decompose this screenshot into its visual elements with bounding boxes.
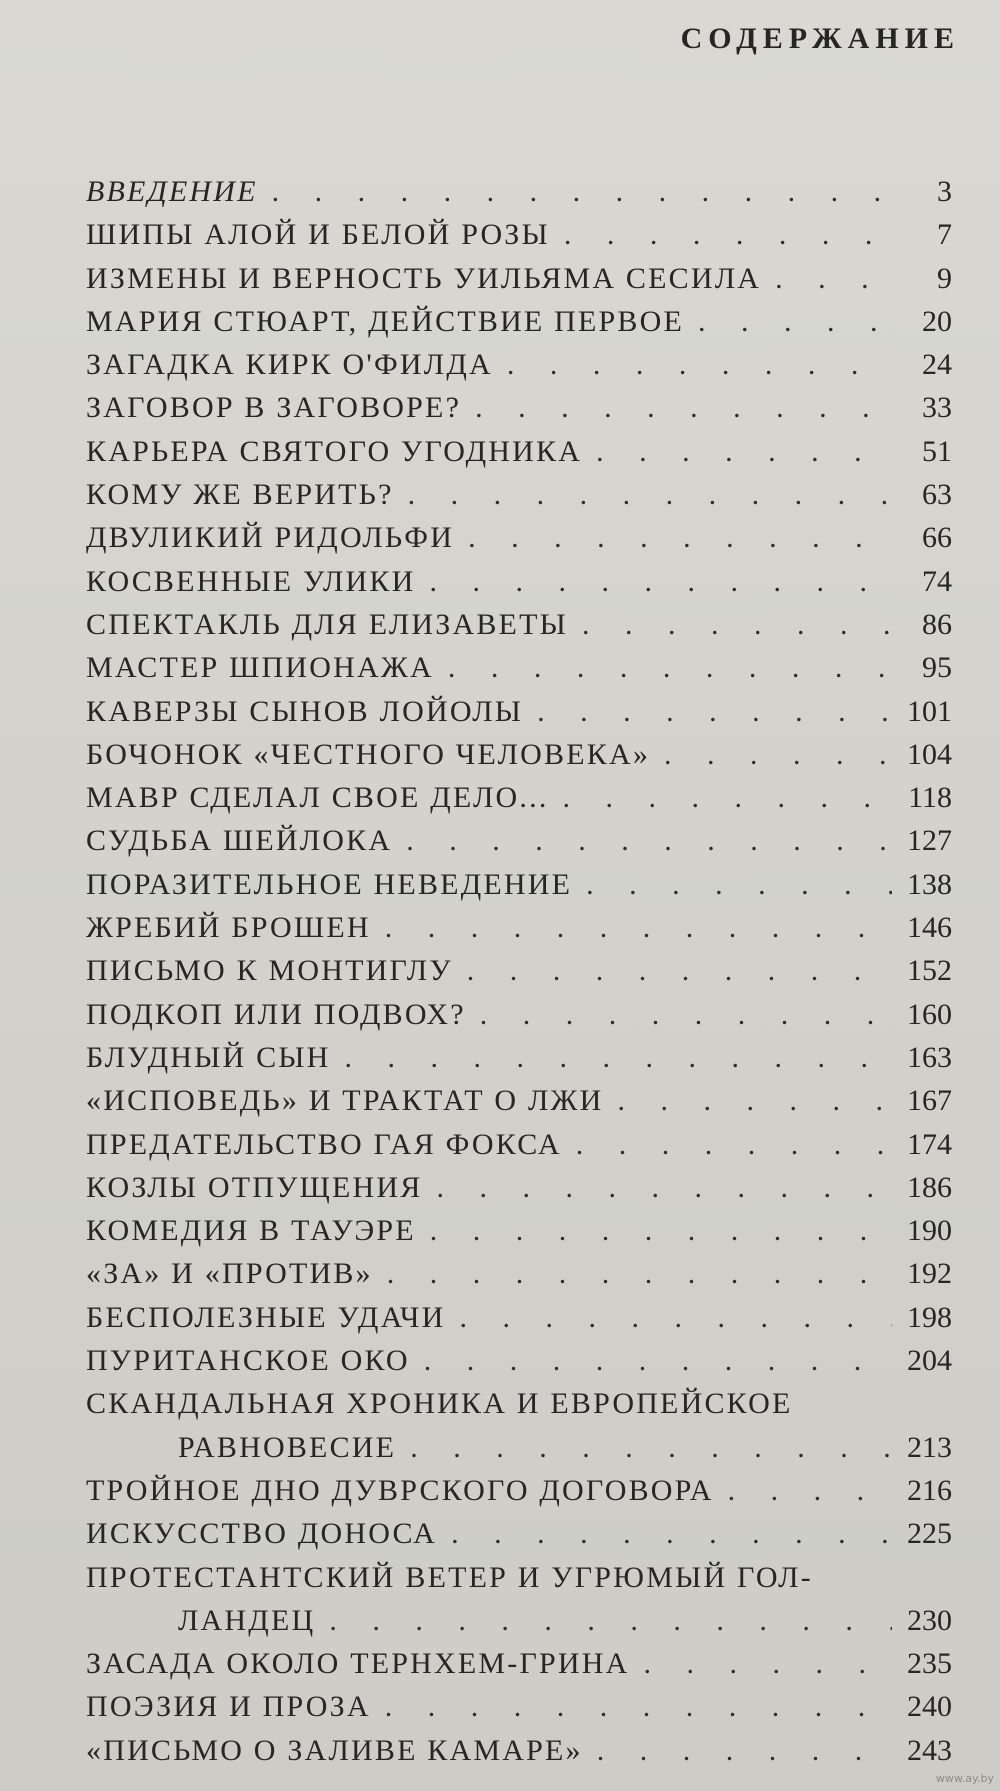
toc-entry: [86, 1685, 952, 1728]
toc-entry: [86, 993, 952, 1036]
toc-leader-dots: [576, 1123, 892, 1166]
toc-entry-title: ЗАГАДКА КИРК О'ФИЛДА: [86, 348, 493, 382]
toc-page-number: 7: [937, 218, 952, 252]
toc-entry: [86, 646, 952, 689]
toc-page-number: 174: [907, 1127, 952, 1161]
toc-page-number: 225: [907, 1517, 952, 1551]
toc-leader-dots: [596, 430, 892, 473]
toc-page-number: 95: [922, 651, 952, 685]
toc-page-number: 192: [907, 1257, 952, 1291]
toc-entry: [86, 213, 952, 256]
toc-entry: [86, 1469, 952, 1512]
toc-page-number: 63: [922, 478, 952, 512]
toc-entry-title: РАВНОВЕСИЕ: [178, 1430, 397, 1464]
toc-entry-title: КОСВЕННЫЕ УЛИКИ: [86, 564, 416, 598]
toc-page-number: 51: [922, 434, 952, 468]
toc-entry: [86, 170, 952, 213]
toc-page-number: 240: [907, 1690, 952, 1724]
toc-leader-dots: [424, 1339, 892, 1382]
toc-entry: [86, 1426, 952, 1469]
toc-page-number: 33: [922, 391, 952, 425]
toc-entry-title: ЗАГОВОР В ЗАГОВОРЕ?: [86, 391, 462, 425]
toc-page-number: 66: [922, 521, 952, 555]
toc-leader-dots: [345, 1036, 892, 1079]
toc-page-number: 198: [907, 1300, 952, 1334]
toc-entry-title: ПРОТЕСТАНТСКИЙ ВЕТЕР И УГРЮМЫЙ ГОЛ-: [86, 1560, 813, 1594]
toc-leader-dots: [664, 733, 892, 776]
toc-entry: [86, 1036, 952, 1079]
toc-leader-dots: [775, 257, 892, 300]
toc-entry-title: БЕСПОЛЕЗНЫЕ УДАЧИ: [86, 1300, 446, 1334]
toc-leader-dots: [475, 386, 892, 429]
toc-page-number: 86: [922, 607, 952, 641]
toc-leader-dots: [408, 473, 892, 516]
toc-entry: [86, 257, 952, 300]
toc-page-number: 213: [907, 1430, 952, 1464]
toc-entry-title: «ЗА» И «ПРОТИВ»: [86, 1257, 373, 1291]
toc-entry-title: КАВЕРЗЫ СЫНОВ ЛОЙОЛЫ: [86, 694, 524, 728]
toc-page-number: 127: [907, 824, 952, 858]
toc-page-number: 235: [907, 1647, 952, 1681]
toc-page-number: 101: [907, 694, 952, 728]
toc-entry-title: ПРЕДАТЕЛЬСТВО ГАЯ ФОКСА: [86, 1127, 562, 1161]
toc-entry: [86, 1729, 952, 1772]
toc-entry: [86, 300, 952, 343]
toc-leader-dots: [728, 1469, 892, 1512]
toc-leader-dots: [507, 343, 892, 386]
toc-page-number: 24: [922, 348, 952, 382]
toc-page-number: 152: [907, 954, 952, 988]
toc-page-number: 186: [907, 1170, 952, 1204]
toc-leader-dots: [644, 1642, 893, 1685]
toc-entry-title: ИЗМЕНЫ И ВЕРНОСТЬ УИЛЬЯМА СЕСИЛА: [86, 261, 762, 295]
toc-entry: [86, 1339, 952, 1382]
toc-page-number: 204: [907, 1344, 952, 1378]
toc-entry-title: ЖРЕБИЙ БРОШЕН: [86, 911, 371, 945]
toc-page-number: 74: [922, 564, 952, 598]
toc-leader-dots: [430, 1209, 892, 1252]
toc-page-number: 146: [907, 911, 952, 945]
toc-entry-title: КОМЕДИЯ В ТАУЭРЕ: [86, 1214, 416, 1248]
toc-entry-title: КОМУ ЖЕ ВЕРИТЬ?: [86, 478, 394, 512]
toc-entry-title: ЗАСАДА ОКОЛО ТЕРНХЕМ-ГРИНА: [86, 1647, 630, 1681]
toc-leader-dots: [436, 1166, 892, 1209]
watermark: www.ay.by: [935, 1772, 994, 1785]
toc-entry-title: БЛУДНЫЙ СЫН: [86, 1040, 331, 1074]
toc-leader-dots: [406, 819, 892, 862]
toc-entry: [86, 863, 952, 906]
toc-entry: [86, 819, 952, 862]
toc-page-number: 230: [907, 1603, 952, 1637]
toc-page-number: 104: [907, 737, 952, 771]
toc-leader-dots: [272, 170, 892, 213]
toc-entry: [86, 1599, 952, 1642]
toc-entry: [86, 690, 952, 733]
toc-leader-dots: [537, 690, 892, 733]
toc-page-number: 20: [922, 304, 952, 338]
toc-page-number: 160: [907, 997, 952, 1031]
toc-page-number: 167: [907, 1084, 952, 1118]
toc-entry-title: СУДЬБА ШЕЙЛОКА: [86, 824, 393, 858]
toc-leader-dots: [451, 1512, 892, 1555]
toc-leader-dots: [563, 776, 892, 819]
toc-leader-dots: [698, 300, 892, 343]
toc-leader-dots: [329, 1599, 892, 1642]
toc-entry-title: МАВР СДЕЛАЛ СВОЕ ДЕЛО...: [86, 781, 549, 815]
toc-entry-title: ПОДКОП ИЛИ ПОДВОХ?: [86, 997, 466, 1031]
toc-leader-dots: [467, 949, 892, 992]
toc-entry: [86, 906, 952, 949]
toc-entry: [86, 473, 952, 516]
toc-page-number: 243: [907, 1733, 952, 1767]
toc-entry: [86, 1252, 952, 1295]
toc-entry: [86, 1079, 952, 1122]
toc-entry-title: КОЗЛЫ ОТПУЩЕНИЯ: [86, 1170, 423, 1204]
toc-page-number: 118: [908, 781, 952, 815]
table-of-contents: [86, 170, 952, 1772]
toc-leader-dots: [387, 1252, 892, 1295]
toc-leader-dots: [430, 560, 893, 603]
toc-entry-title: ПУРИТАНСКОЕ ОКО: [86, 1344, 410, 1378]
toc-leader-dots: [385, 906, 892, 949]
toc-entry: [86, 386, 952, 429]
toc-entry-title: ИСКУССТВО ДОНОСА: [86, 1517, 438, 1551]
toc-entry-title: ТРОЙНОЕ ДНО ДУВРСКОГО ДОГОВОРА: [86, 1473, 714, 1507]
toc-entry-title: КАРЬЕРА СВЯТОГО УГОДНИКА: [86, 434, 583, 468]
toc-entry: [86, 1382, 952, 1425]
toc-page-number: 216: [907, 1473, 952, 1507]
toc-entry: [86, 343, 952, 386]
toc-leader-dots: [448, 646, 892, 689]
toc-entry-title: ПОРАЗИТЕЛЬНОЕ НЕВЕДЕНИЕ: [86, 867, 573, 901]
toc-leader-dots: [582, 603, 892, 646]
toc-entry: [86, 1296, 952, 1339]
toc-entry: [86, 560, 952, 603]
toc-page-number: 190: [907, 1214, 952, 1248]
toc-entry-title: ВВЕДЕНИЕ: [86, 175, 258, 208]
toc-entry-title: «ПИСЬМО О ЗАЛИВЕ КАМАРЕ»: [86, 1733, 583, 1767]
toc-entry-title: «ИСПОВЕДЬ» И ТРАКТАТ О ЛЖИ: [86, 1084, 604, 1118]
toc-entry: [86, 516, 952, 559]
toc-entry-title: ДВУЛИКИЙ РИДОЛЬФИ: [86, 521, 455, 555]
toc-entry: [86, 1209, 952, 1252]
toc-page-number: 138: [907, 867, 952, 901]
toc-entry: [86, 1556, 952, 1599]
toc-entry-title: БОЧОНОК «ЧЕСТНОГО ЧЕЛОВЕКА»: [86, 737, 651, 771]
toc-leader-dots: [410, 1426, 892, 1469]
toc-entry-title: МАРИЯ СТЮАРТ, ДЕЙСТВИЕ ПЕРВОЕ: [86, 304, 685, 338]
toc-entry: [86, 1123, 952, 1166]
toc-page-number: 3: [937, 175, 952, 208]
toc-leader-dots: [597, 1729, 892, 1772]
toc-entry: [86, 430, 952, 473]
toc-leader-dots: [459, 1296, 892, 1339]
toc-entry: [86, 949, 952, 992]
toc-page-number: 163: [907, 1040, 952, 1074]
toc-entry-title: ПОЭЗИЯ И ПРОЗА: [86, 1690, 371, 1724]
page-title: СОДЕРЖАНИЕ: [680, 22, 960, 55]
toc-page-number: 9: [937, 261, 952, 295]
toc-entry-title: ЛАНДЕЦ: [178, 1603, 316, 1637]
toc-leader-dots: [564, 213, 892, 256]
toc-leader-dots: [617, 1079, 892, 1122]
toc-entry: [86, 603, 952, 646]
toc-entry: [86, 733, 952, 776]
toc-entry-title: СКАНДАЛЬНАЯ ХРОНИКА И ЕВРОПЕЙСКОЕ: [86, 1387, 793, 1421]
toc-entry-title: ШИПЫ АЛОЙ И БЕЛОЙ РОЗЫ: [86, 218, 550, 252]
toc-entry-title: СПЕКТАКЛЬ ДЛЯ ЕЛИЗАВЕТЫ: [86, 607, 568, 641]
toc-entry-title: МАСТЕР ШПИОНАЖА: [86, 651, 434, 685]
toc-leader-dots: [385, 1685, 892, 1728]
toc-entry-title: ПИСЬМО К МОНТИГЛУ: [86, 954, 453, 988]
toc-leader-dots: [468, 516, 892, 559]
toc-entry: [86, 1512, 952, 1555]
toc-entry: [86, 776, 952, 819]
toc-entry: [86, 1642, 952, 1685]
toc-leader-dots: [480, 993, 892, 1036]
toc-leader-dots: [586, 863, 892, 906]
toc-entry: [86, 1166, 952, 1209]
